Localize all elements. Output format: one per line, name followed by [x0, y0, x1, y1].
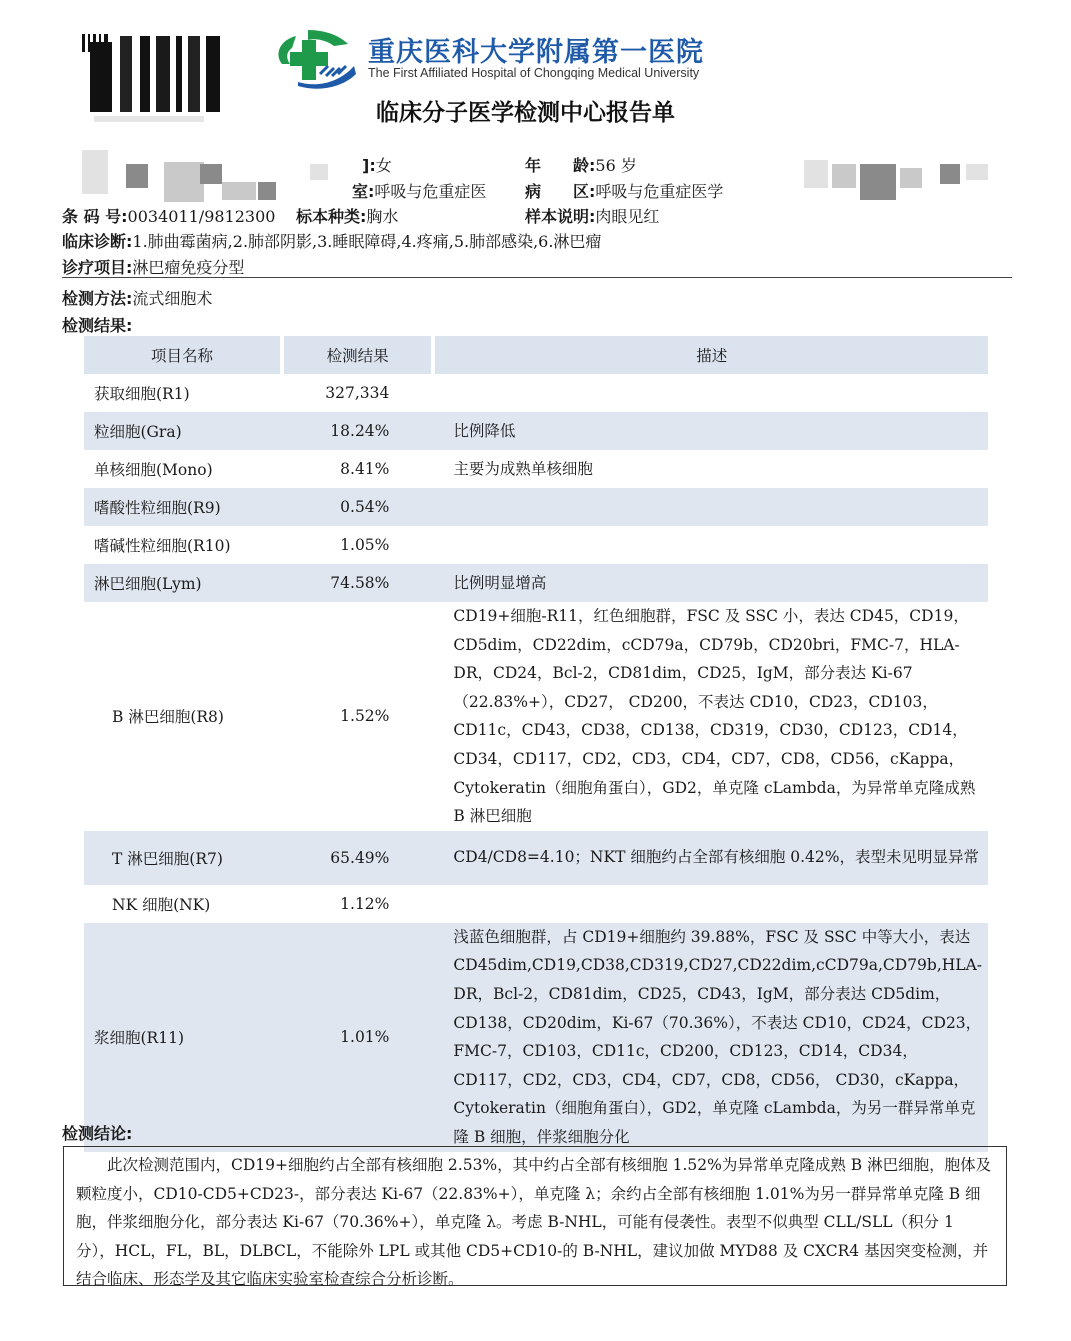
- row-value: 1.12%: [340, 894, 390, 913]
- specimen-desc-label: 样本说明:: [525, 207, 596, 226]
- redacted-block: [310, 164, 328, 180]
- method-field: [62, 286, 212, 309]
- conclusion-heading: [62, 1121, 132, 1144]
- row-value: 65.49%: [282, 831, 433, 885]
- row-name: 淋巴细胞(Lym): [84, 564, 282, 602]
- gender-label: ]:: [362, 156, 376, 175]
- redacted-block: [860, 164, 896, 200]
- table-row: [84, 923, 988, 1152]
- row-value: 0.54%: [282, 488, 433, 526]
- hospital-logo-icon: [268, 26, 360, 90]
- redacted-block: [222, 182, 256, 200]
- table-row: [84, 885, 988, 923]
- row-desc: [433, 374, 988, 412]
- row-value: 8.41%: [340, 460, 390, 478]
- row-name: 粒细胞(Gra): [84, 412, 282, 450]
- dept-value: 呼吸与危重症医: [374, 182, 487, 201]
- redacted-block: [940, 164, 960, 184]
- redacted-block: [82, 150, 108, 194]
- row-name: 获取细胞(R1): [94, 385, 190, 403]
- redacted-block: [164, 162, 204, 202]
- specimen-desc-value: 肉眼见红: [595, 207, 660, 226]
- table-row: [84, 488, 988, 526]
- barcode-value: 0034011/9812300: [127, 207, 276, 226]
- barcode-label: 条 码 号:: [62, 207, 128, 226]
- specimen-type-field: [296, 204, 398, 227]
- method-label: 检测方法:: [62, 289, 133, 308]
- row-name: T 淋巴细胞(R7): [84, 831, 282, 885]
- redacted-block: [900, 168, 922, 188]
- results-heading: [62, 313, 132, 336]
- specimen-type-label: 标本种类:: [296, 207, 367, 226]
- redacted-block: [804, 160, 828, 188]
- redacted-block: [200, 164, 222, 184]
- barcode-field: [62, 204, 275, 227]
- row-value: 1.52%: [340, 707, 390, 726]
- row-desc: 比例明显增高: [433, 564, 988, 602]
- table-row: [84, 450, 988, 488]
- table-row: [84, 526, 988, 564]
- hospital-name-cn: 重庆医科大学附属第一医院: [368, 37, 704, 68]
- item-label: 诊疗项目:: [62, 258, 133, 277]
- row-value: 1.05%: [340, 536, 390, 554]
- dept-field: [352, 179, 486, 202]
- results-table: [84, 336, 988, 1152]
- row-name: 嗜碱性粒细胞(R10): [94, 537, 231, 555]
- table-header-row: [84, 336, 988, 374]
- row-name: 浆细胞(R11): [84, 923, 282, 1152]
- redacted-block: [832, 164, 856, 188]
- specimen-type-value: 胸水: [366, 207, 399, 226]
- row-desc: 比例降低: [433, 412, 988, 450]
- row-name: 单核细胞(Mono): [94, 461, 213, 479]
- row-desc: CD19+细胞-R11，红色细胞群，FSC 及 SSC 小，表达 CD45，CD19，CD5dim，CD22dim，cCD79a，CD79b，CD20bri，FMC-7，HLA-DR，CD24，Bcl-2，CD81dim，CD25，IgM，部分表达 Ki-67（22.83%+），CD27， CD200，不表达 CD10，CD23，CD103，CD11c，CD43，CD38，CD138，CD319，CD30，CD123，CD14，CD34，CD117，CD2，CD3，CD4，CD7，CD8，CD56，cKappa，Cytokeratin（细胞角蛋白），GD2，单克隆 cLambda，为异常单克隆成熟 B 淋巴细胞: [453, 607, 976, 826]
- barcode-image: [82, 32, 222, 124]
- age-field: [525, 153, 637, 176]
- table-row: [84, 831, 988, 885]
- method-value: 流式细胞术: [132, 289, 213, 308]
- ward-label: 病 区:: [525, 182, 596, 201]
- gender-field: [362, 153, 392, 176]
- row-desc: CD4/CD8=4.10；NKT 细胞约占全部有核细胞 0.42%，表型未见明显异常: [433, 831, 988, 885]
- row-desc: 浅蓝色细胞群，占 CD19+细胞约 39.88%，FSC 及 SSC 中等大小，表达 CD45dim,CD19,CD38,CD319,CD27,CD22dim,cCD79a,CD79b,HLA-DR，Bcl-2，CD81dim，CD25，CD43，IgM，部分表达 CD5dim，CD138，CD20dim，Ki-67（70.36%），不表达 CD10，CD24，CD23，FMC-7，CD103，CD11c，CD200，CD123，CD14，CD34，CD117，CD2，CD3，CD4，CD7，CD8，CD56， CD30，cKappa，Cytokeratin（细胞角蛋白），GD2，单克隆 cLambda，为另一群异常单克隆 B 细胞，伴浆细胞分化: [433, 923, 988, 1152]
- header-description: 描述: [433, 336, 988, 374]
- header-result: 检测结果: [282, 336, 433, 374]
- row-name: B 淋巴细胞(R8): [112, 708, 224, 727]
- dept-label: 室:: [352, 182, 375, 201]
- row-name: NK 细胞(NK): [112, 895, 211, 914]
- hospital-name-en: The First Affiliated Hospital of Chongqing Medical University: [368, 66, 700, 80]
- diagnosis-label: 临床诊断:: [62, 232, 133, 251]
- redacted-block: [966, 164, 988, 180]
- report-title: 临床分子医学检测中心报告单: [376, 100, 675, 126]
- row-desc: [433, 526, 988, 564]
- row-value: 74.58%: [282, 564, 433, 602]
- gender-value: 女: [375, 156, 392, 175]
- specimen-desc-field: [525, 204, 659, 227]
- conclusion-label: 检测结论:: [62, 1124, 133, 1143]
- row-value: 18.24%: [282, 412, 433, 450]
- row-desc: 主要为成熟单核细胞: [453, 459, 593, 478]
- row-value: 1.01%: [282, 923, 433, 1152]
- row-name: 嗜酸性粒细胞(R9): [84, 488, 282, 526]
- age-label: 年 龄:: [525, 156, 596, 175]
- results-label: 检测结果:: [62, 316, 133, 335]
- redacted-block: [126, 164, 148, 188]
- conclusion-box: [63, 1146, 1007, 1286]
- table-row: [84, 564, 988, 602]
- ward-value: 呼吸与危重症医学: [595, 182, 724, 201]
- row-desc: [433, 885, 988, 923]
- table-row: [84, 374, 988, 412]
- item-field: [62, 255, 244, 278]
- table-row: [84, 412, 988, 450]
- redacted-block: [258, 182, 276, 200]
- age-value: 56 岁: [595, 156, 637, 175]
- row-desc: [433, 488, 988, 526]
- diagnosis-value: 1.肺曲霉菌病,2.肺部阴影,3.睡眠障碍,4.疼痛,5.肺部感染,6.淋巴瘤: [132, 232, 602, 251]
- header-item-name: 项目名称: [84, 336, 282, 374]
- table-row: [84, 602, 988, 831]
- conclusion-text: 此次检测范围内，CD19+细胞约占全部有核细胞 2.53%，其中约占全部有核细胞 1.52%为异常单克隆成熟 B 淋巴细胞，胞体及颗粒度小，CD10-CD5+CD23-，部分表达 Ki-67（22.83%+），单克隆 λ；余约占全部有核细胞 1.01%为另一群异常单克隆 B 细胞，伴浆细胞分化，部分表达 Ki-67（70.36%+），单克隆 λ。考虑 B-NHL，可能有侵袭性。表型不似典型 CLL/SLL（积分 1 分），HCL，FL，BL，DLBCL，不能除外 LPL 或其他 CD5+CD10-的 B-NHL，建议加做 MYD88 及 CXCR4 基因突变检测，并结合临床、形态学及其它临床实验室检查综合分析诊断。: [76, 1156, 992, 1288]
- row-value: 327,334: [325, 384, 390, 402]
- divider: [62, 277, 1012, 278]
- diagnosis-field: [62, 229, 601, 252]
- ward-field: [525, 179, 723, 202]
- item-value: 淋巴瘤免疫分型: [132, 258, 245, 277]
